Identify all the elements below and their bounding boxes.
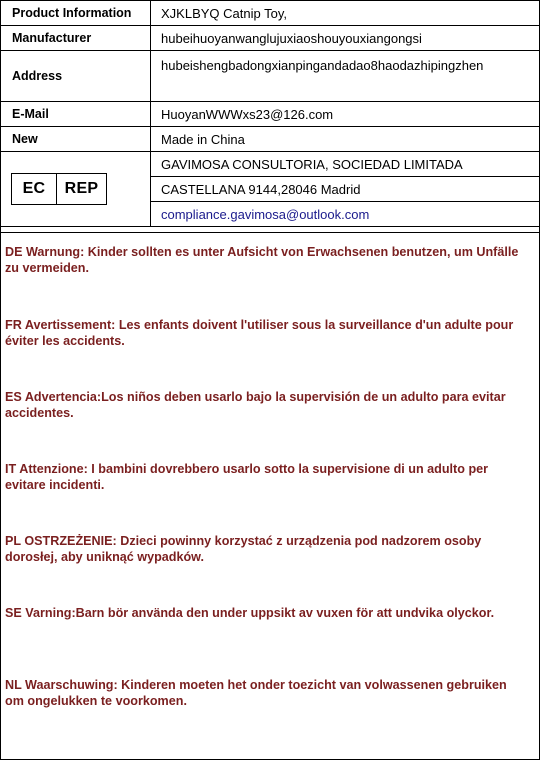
email-value: HuoyanWWWxs23@126.com: [151, 102, 540, 127]
product-info-table: [0, 0, 540, 227]
warnings-section: [0, 232, 540, 708]
rep-mark: REP: [64, 180, 99, 197]
rep-company: GAVIMOSA CONSULTORIA, SOCIEDAD LIMITADA: [151, 152, 540, 177]
warning-nl: NL Waarschuwing: Kinderen moeten het onder toezicht van volwassenen gebruiken om ongelukken te voorkomen.: [5, 678, 507, 708]
address-value: hubeishengbadongxianpingandadao8haodazhipingzhen: [151, 51, 540, 102]
manufacturer-row: [1, 26, 540, 51]
warning-fr: FR Avertissement: Les enfants doivent l'utiliser sous la surveillance d'un adulte pour éviter les accidents.: [5, 318, 514, 348]
address-row: [1, 51, 540, 102]
warning-it: IT Attenzione: I bambini dovrebbero usarlo sotto la supervisione di un adulto per evitare incidenti.: [5, 462, 489, 492]
warning-de: DE Warnung: Kinder sollten es unter Aufsicht von Erwachsenen benutzen, um Unfälle zu vermeiden.: [5, 245, 519, 275]
email-row: [1, 102, 540, 127]
ec-rep-row-1: [1, 152, 540, 177]
rep-address: CASTELLANA 9144,28046 Madrid: [151, 177, 540, 202]
ec-rep-cell: [1, 152, 151, 227]
warning-pl: PL OSTRZEŻENIE: Dzieci powinny korzystać z urządzenia pod nadzorem osoby dorosłej, aby uniknąć wypadków.: [5, 534, 482, 564]
product-row: [1, 1, 540, 26]
address-label: Address: [1, 51, 151, 102]
rep-email-link[interactable]: compliance.gavimosa@outlook.com: [151, 202, 540, 227]
product-information-label: Product Information: [1, 1, 151, 26]
email-label: E-Mail: [1, 102, 151, 127]
new-label: New: [1, 127, 151, 152]
warning-es: ES Advertencia:Los niños deben usarlo bajo la supervisión de un adulto para evitar accidentes.: [5, 390, 506, 420]
warning-se: SE Varning:Barn bör använda den under uppsikt av vuxen för att undvika olyckor.: [5, 606, 495, 620]
ec-rep-icon: [11, 173, 107, 205]
product-information-value: XJKLBYQ Catnip Toy,: [151, 1, 540, 26]
manufacturer-value: hubeihuoyanwanglujuxiaoshouyouxiangongsi: [151, 26, 540, 51]
new-value: Made in China: [151, 127, 540, 152]
new-row: [1, 127, 540, 152]
ec-mark: EC: [12, 174, 57, 204]
manufacturer-label: Manufacturer: [1, 26, 151, 51]
